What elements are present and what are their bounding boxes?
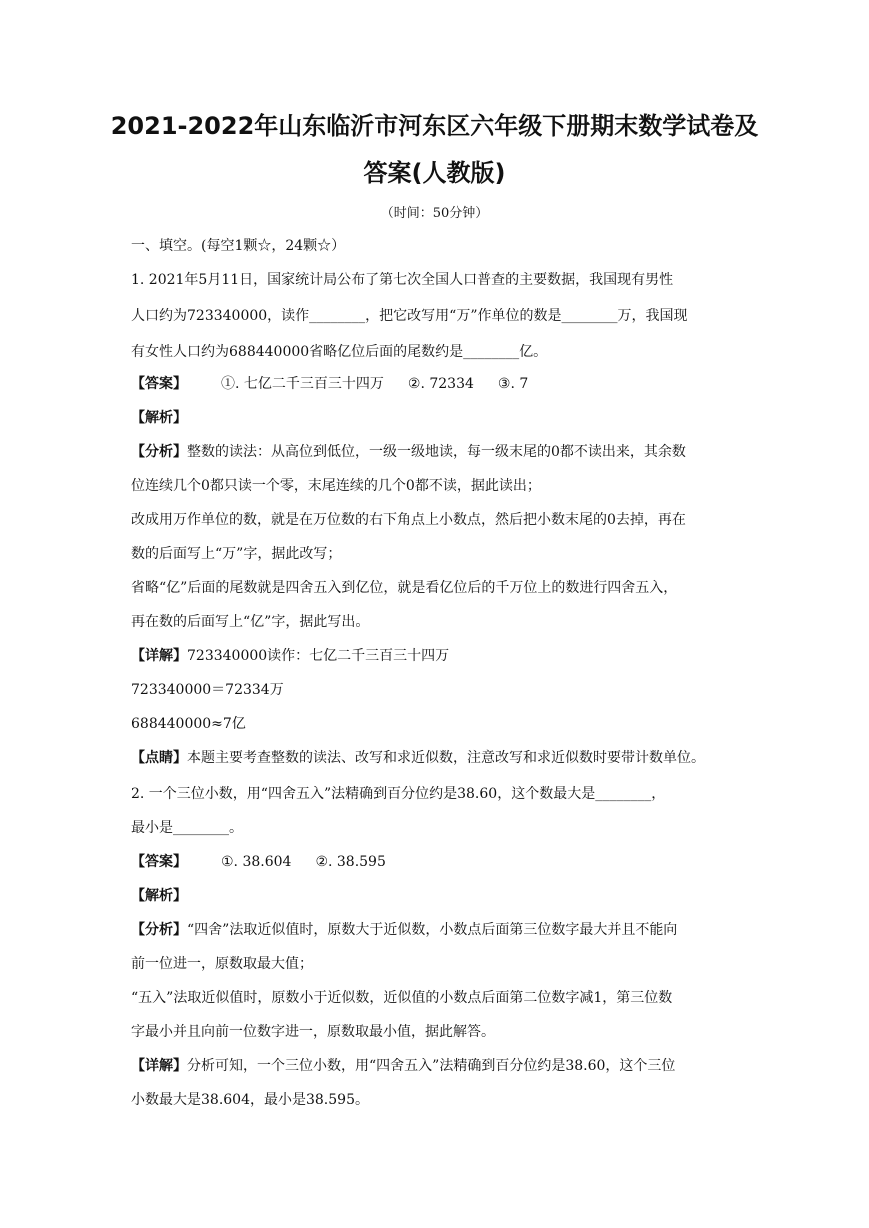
q1-detail-1 [131,646,449,666]
answer-label: 【答案】 [131,854,187,870]
q2-fenxi-4: 字最小并且向前一位数字进一，原数取最小值，据此解答。 [131,1024,495,1040]
q2-line2: 最小是________。 [131,820,243,836]
q2-detail-1 [131,1056,675,1076]
q2-fenxi-1 [131,920,677,940]
q1-answer-1: ①. 七亿二千三百三十四万 [221,376,384,392]
q1-detail-text-1: 723340000读作：七亿二千三百三十四万 [187,648,450,664]
q1-answer-2: ②. 72334 [407,376,474,392]
q1-fenxi-1 [131,442,686,462]
q1-jiexi-label: 【解析】 [131,410,187,426]
q1-dianjing-text: 本题主要考查整数的读法、改写和求近似数，注意改写和求近似数时要带计数单位。 [187,750,705,766]
q2-fenxi-text-1: “四舍”法取近似值时，原数大于近似数，小数点后面第三位数字最大并且不能向 [187,922,678,938]
detail-label: 【详解】 [131,1058,187,1074]
q2-fenxi-2: 前一位进一，原数取最大值； [131,956,313,972]
q1-dianjing [131,748,705,768]
q2-detail-text-1: 分析可知，一个三位小数，用“四舍五入”法精确到百分位约是38.60，这个三位 [187,1058,676,1074]
q1-fenxi-6: 再在数的后面写上“亿”字，据此写出。 [131,614,370,630]
dianjing-label: 【点睛】 [131,750,187,766]
fenxi-label: 【分析】 [131,922,187,938]
q1-answer-3: ③. 7 [497,376,529,392]
q2-jiexi-label: 【解析】 [131,888,187,904]
time-note: （时间：50分钟） [380,206,489,221]
q2-line1: 2. 一个三位小数，用“四舍五入”法精确到百分位约是38.60，这个数最大是________， [131,786,666,802]
q2-fenxi-3: “五入”法取近似值时，原数小于近似数，近似值的小数点后面第二位数字减1，第三位数 [131,990,673,1006]
q2-answer [131,852,386,872]
q2-answer-1: ①. 38.604 [221,854,292,870]
document-title-line1: 2021-2022年山东临沂市河东区六年级下册期末数学试卷及 [110,112,759,140]
q1-line1: 1. 2021年5月11日，国家统计局公布了第七次全国人口普查的主要数据，我国现有男性 [131,272,674,288]
q2-detail-2: 小数最大是38.604，最小是38.595。 [131,1092,369,1108]
q2-answer-2: ②. 38.595 [315,854,386,870]
q1-line2: 人口约为723340000，读作________，把它改写用“万”作单位的数是________万，我国现 [131,308,688,324]
q1-detail-2: 723340000＝72334万 [131,682,284,698]
q1-line3: 有女性人口约为688440000省略亿位后面的尾数约是________亿。 [131,344,548,360]
q1-answer [131,374,528,394]
q1-detail-3: 688440000≈7亿 [131,716,246,732]
q1-fenxi-5: 省略“亿”后面的尾数就是四舍五入到亿位，就是看亿位后的千万位上的数进行四舍五入， [131,580,678,596]
section-heading: 一、填空。(每空1颗☆，24颗☆） [131,238,346,254]
q1-fenxi-2: 位连续几个0都只读一个零，末尾连续的几个0都不读，据此读出； [131,478,541,494]
q1-fenxi-text-1: 整数的读法：从高位到低位，一级一级地读，每一级末尾的0都不读出来，其余数 [187,444,686,460]
answer-label: 【答案】 [131,376,187,392]
q1-fenxi-4: 数的后面写上“万”字，据此改写； [131,546,342,562]
detail-label: 【详解】 [131,648,187,664]
document-title-line2: 答案(人教版) [363,159,506,187]
q1-fenxi-3: 改成用万作单位的数，就是在万位数的右下角点上小数点，然后把小数末尾的0去掉，再在 [131,512,686,528]
fenxi-label: 【分析】 [131,444,187,460]
